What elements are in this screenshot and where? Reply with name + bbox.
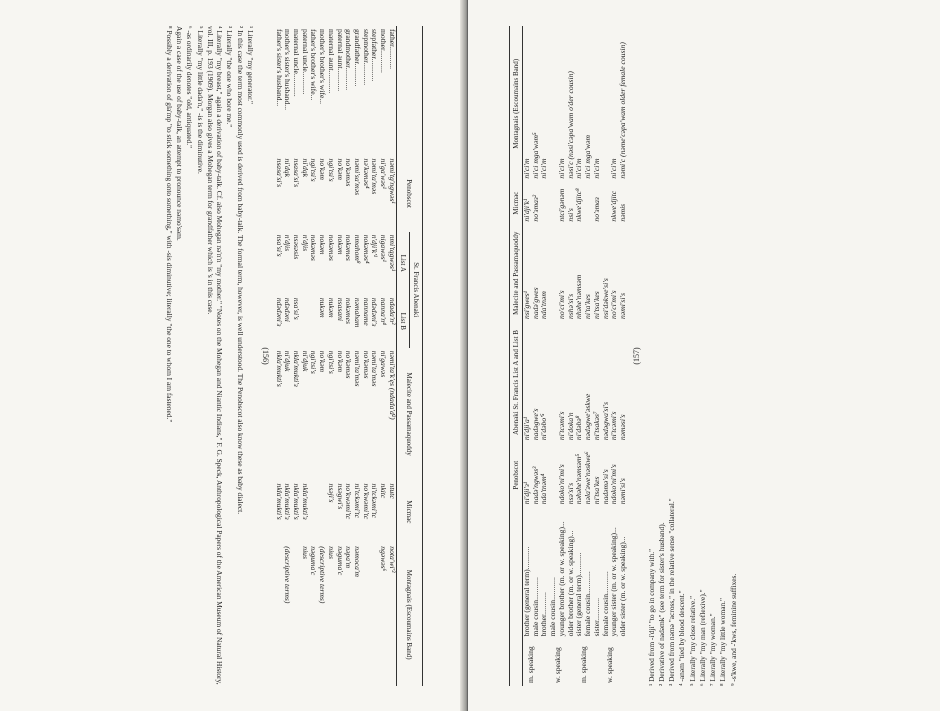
kin-word-cell: ndoko'ni'mi's <box>556 463 566 504</box>
kin-word-cell: ni'ci mga'wəm⁵ <box>530 131 540 179</box>
header-list-b: List B <box>396 294 409 347</box>
kin-word-cell: nanname <box>361 297 371 326</box>
kin-word-cell: nsi'dəkwe'si's <box>600 277 610 319</box>
kin-word-cell: ni'dąk <box>300 158 310 177</box>
kin-word-cell: nukəm <box>326 297 336 318</box>
footnote: ⁵ Literally "my little dada'n," -is is the diminutive. <box>195 25 205 174</box>
kin-word-cell: no'kəməs <box>344 350 354 378</box>
header-group <box>510 639 523 686</box>
footnote: ¹ Derived from -i'dji' "to go in company with." <box>646 548 656 686</box>
page-number-right: (157) <box>631 346 641 365</box>
kin-word-cell: ni'djuk <box>283 350 293 371</box>
speaker-group-label: m. speaking <box>578 645 588 683</box>
kin-word-cell: ni'tsa'kes <box>591 290 601 319</box>
footnote: ⁸ Possibly a derivation of gla'mp "to stick something onto something," with -sis diminutive; literally "the one to whom I am fastened." <box>164 25 174 422</box>
kin-term: maternal uncle............ <box>292 28 301 97</box>
kin-term: maternal aunt............ <box>326 28 336 93</box>
footnote: ⁶ -əs ordinarily denotes "old, antiquated." <box>185 25 195 148</box>
table-row <box>352 26 361 686</box>
kin-word-cell: nəguma'c <box>335 545 345 575</box>
kin-word-cell: no'ɜmaɜ <box>591 196 601 222</box>
kin-word-cell: nsəji's <box>326 483 336 502</box>
table-row <box>344 26 353 686</box>
kin-word-cell: no'kəm <box>318 158 328 180</box>
kin-term: older sister (m. or w. speaking)... <box>617 536 627 636</box>
kin-word-cell: nkla'mukti'ɜ <box>292 350 301 387</box>
header-term <box>396 26 422 156</box>
kin-word-cell: nəmi'tg'ngwəs¹ <box>387 158 397 204</box>
footnote: ⁴ -anəm "tied by blood descent." <box>677 589 687 686</box>
kin-word-cell: nsəsəsis <box>292 234 301 259</box>
kin-word-cell: ni'tcəmi's <box>609 411 619 440</box>
kin-word-cell <box>370 543 379 686</box>
kin-word-cell <box>540 181 549 224</box>
kin-word-cell: no'ɜmaɜ² <box>530 194 540 222</box>
kin-word-cell: ni'ci'm <box>556 157 566 179</box>
kin-term: sister............ <box>591 597 601 636</box>
kin-word-cell: nokəməs <box>309 234 319 261</box>
kin-word-cell: nkla'mukti's <box>292 483 301 520</box>
kin-word-cell: nsi'gwes¹ <box>522 290 532 319</box>
kin-word-cell: nokəməs <box>326 234 336 261</box>
kinship-table-right <box>509 26 628 686</box>
kin-word-cell: nəmi'ta'məs <box>353 350 363 386</box>
kin-word-cell: nukəm <box>318 297 328 318</box>
header-st-francis: St. Francis Abenaki <box>409 231 422 347</box>
left-page <box>0 0 466 711</box>
kin-term: paternal uncle............ <box>300 28 310 95</box>
kin-word-cell: nadəmə'si's <box>600 468 610 504</box>
kin-word-cell: n'djis <box>283 234 293 251</box>
kin-word-cell: ngi'tsi's <box>326 350 336 374</box>
kin-word-cell: nhəhe'nəmsəm <box>574 274 584 319</box>
kin-word-cell: nəməsi's <box>617 413 627 440</box>
kin-word-cell: no'ci'mi's <box>609 289 619 319</box>
kin-word-cell: nsa'si's <box>292 297 301 320</box>
kin-word-cell: nəsi'c (nəsi'cəpa'wam o'der cousin) <box>565 70 575 179</box>
kin-term: male cousin............ <box>548 576 558 636</box>
kin-word-cell: nadəgwe's <box>530 408 540 440</box>
kin-word-cell <box>309 294 318 347</box>
footnotes-left <box>165 26 255 686</box>
speaker-group-label: w. speaking <box>552 646 562 683</box>
kin-word-cell: nokəməs⁴ <box>361 234 371 264</box>
table-row <box>361 26 370 686</box>
kin-word-cell: nsasa'si's <box>292 158 301 187</box>
kin-word-cell: no'kəm <box>318 350 328 372</box>
kin-word-cell: nkwe'djitc <box>609 190 619 222</box>
kin-word-cell: ni'tsa'kes <box>591 475 601 504</box>
kin-term: mother............ <box>379 28 389 73</box>
table-row <box>378 26 387 686</box>
kin-word-cell: ni'ci'm <box>539 157 549 179</box>
kin-term: younger brother (m. or w. speaking)... <box>556 520 566 636</box>
table-row <box>274 26 283 686</box>
speaker-group-label: w. speaking <box>604 646 614 683</box>
footnote: ³ Literally "the one who bore me." <box>225 25 235 127</box>
kin-word-cell <box>317 480 326 543</box>
kin-term: grandmother............ <box>344 28 354 90</box>
kin-word-cell: nədəgwa'si's <box>600 401 610 440</box>
kin-word-cell <box>309 480 318 543</box>
footnote: ⁶ Literally "my man (reflexive)." <box>697 588 707 686</box>
kin-word-cell: ni'ci'm <box>591 157 601 179</box>
kin-term: sister (general term)............ <box>574 551 584 636</box>
kin-word-cell: ni'dji'a¹ <box>522 416 532 440</box>
kin-word-cell <box>274 543 283 686</box>
right-page-content <box>509 26 899 686</box>
kin-word-cell: nsəgwi's <box>335 483 345 509</box>
kin-word-cell: nokəmes <box>344 234 354 261</box>
kinship-table-left <box>274 26 423 686</box>
header-penobscot-r: Penobscot <box>510 443 523 507</box>
kin-word-cell: ndədəni'ɜ <box>274 297 284 326</box>
kin-word-cell: nədəgwe'əskwe <box>583 393 593 440</box>
kin-word-cell: ni'djuk <box>300 350 310 371</box>
table-row <box>291 26 300 686</box>
kin-word-cell: ngəwəs⁶ <box>379 545 389 571</box>
kin-term: older brother (m. or w. speaking)... <box>565 530 575 636</box>
kin-word-cell: no'ci'mi's <box>556 289 566 319</box>
kin-word-cell: nsasani <box>335 297 345 321</box>
kin-word-cell: nius <box>300 545 310 559</box>
kin-word-cell: no'kəm <box>335 158 345 180</box>
header-malecite: Malecite and Passamaquoddy <box>396 347 422 480</box>
kin-word-cell: ni'dji'k¹ <box>522 198 532 222</box>
kin-word-cell: nadə'gwes <box>530 286 540 319</box>
kin-word-cell: nsa'si's <box>274 234 284 257</box>
kin-word-cell: nəguma'c <box>309 545 319 575</box>
kin-word-cell: nəmi'si's <box>617 292 627 319</box>
kin-word-cell: no'kəm <box>335 350 345 372</box>
footnote: ⁸ Literally "my little woman." <box>718 597 728 686</box>
kin-word-cell: nokəmes <box>344 297 354 324</box>
table-row <box>326 26 335 686</box>
kin-word-cell: nanna'n⁴ <box>379 297 389 325</box>
kin-word-cell <box>361 543 370 686</box>
kin-word-cell: nəmis <box>617 203 627 222</box>
kin-word-cell: nəmi'ta'məs <box>370 350 380 386</box>
kin-word-cell: ni'ta'kes <box>583 293 593 319</box>
page-number-left: (156) <box>260 346 270 365</box>
kin-word-cell: nəmaham <box>353 297 363 327</box>
kin-word-cell: nshə'si's <box>565 293 575 319</box>
kin-word-cell: nəmi'ta'k'ęs (ndada'd²) <box>387 350 397 420</box>
kin-term: younger sister (m. or w. speaking)... <box>609 526 619 636</box>
kin-word-cell: ni'ci'm <box>574 157 584 179</box>
right-page <box>468 0 940 711</box>
kin-word-cell <box>291 543 300 686</box>
kin-word-cell: ni'dəbə⁸ <box>574 415 584 440</box>
kin-word-cell: ni'tckəmi'tc <box>353 483 363 518</box>
kin-word-cell: ni'doka'n <box>565 411 575 440</box>
header-abenaki-r: Abenaki St. Francis List A and List B <box>510 321 523 442</box>
table-row <box>309 26 318 686</box>
kin-word-cell: nəpa'm <box>344 545 354 568</box>
kin-term: brother (general term)............ <box>522 546 532 636</box>
kin-term: stepmother............ <box>361 28 371 85</box>
footnote: Again a case of the use of baby-talk, an attempt to pronounce nəmo'səm. <box>175 25 185 241</box>
header-montagnais: Montagnais (Escoumains Band) <box>396 543 422 686</box>
kin-word-cell: ni'ci'm <box>522 157 532 179</box>
kin-word-cell: nkitc <box>379 483 389 498</box>
kin-word-cell: ntutc <box>387 483 397 499</box>
kin-word-cell: ngi'tsi's <box>309 158 319 182</box>
kin-word-cell: ni'ga'wəs¹ <box>379 158 389 189</box>
kin-term: female cousin............ <box>583 570 593 636</box>
kin-word-cell: ni'dəbo'⁵ <box>539 413 549 440</box>
kin-word-cell: nkwe'djitc⁸ <box>574 187 584 222</box>
kin-word-cell: nkla'mukti'ɜ <box>283 483 293 520</box>
footnote: ⁴ Literally "my breast," again a derivation of baby-talk. Cf. also Mohegan nə'n'n "my mother." "Notes on the Mohegan and Niantic Indians," F. G. Speck, Anthropological Papers of the American Museum of Natural History, vol. III, p. 193 (1909). Morgan also gives a Mohegan term for grandfather which is 's in this case. <box>205 25 225 685</box>
right-table-body <box>523 26 628 686</box>
kin-term: father's sister's husband... <box>274 28 284 106</box>
kin-word-cell: no'kwəmi'tc <box>361 483 371 519</box>
footnote: ³ Derived from nəmə "across," in the relative sense "collateral." <box>667 497 677 686</box>
left-table-body <box>274 26 397 686</box>
left-page-content <box>43 26 423 686</box>
footnotes-right <box>647 26 738 686</box>
table-row <box>370 26 379 686</box>
kin-word-cell: ngi'tsi's <box>326 158 336 182</box>
kin-word-cell: nokəm <box>335 234 345 255</box>
kin-word-cell: ndada'n² <box>387 297 397 325</box>
kin-word-cell: ngi'tsi's <box>309 350 319 374</box>
header-micmac: Micmac <box>396 480 422 543</box>
header-micmac-r: Micmac <box>510 181 523 224</box>
kin-word-cell: nə'kəməs⁴ <box>361 158 371 188</box>
kin-word-cell: nəmi'ta'məs <box>370 158 380 194</box>
kin-word-cell: ni'dąk <box>283 158 293 177</box>
kin-word-cell: nkla'mukti's <box>274 483 284 520</box>
kin-word-cell: nigawəs¹ <box>379 234 389 262</box>
footnote: ² In this case the term most commonly used is derived from baby-talk. The formal term, however, is well understood. The Penobscot also know these as baby dialect. <box>235 25 245 514</box>
kin-word-cell: n'djis <box>300 234 310 251</box>
kin-word-cell: nadə'ngwəs³ <box>530 466 540 504</box>
header-penobscot: Penobscot <box>396 155 422 231</box>
kin-word-cell: nəla'əwe'nəskwe⁶ <box>583 451 593 504</box>
table-row <box>619 26 628 686</box>
header-malecite-r: Malecite and Passamaquoddy <box>510 224 523 321</box>
kin-word-cell: nokəm <box>318 234 328 255</box>
kin-word-cell: no'kwəmi'tc <box>344 483 354 519</box>
kin-term: female cousin............ <box>600 570 610 636</box>
kin-word-cell: ni'ci'm <box>609 157 619 179</box>
table-row <box>335 26 344 686</box>
table-row <box>532 26 541 686</box>
footnote: ⁹ -s'kwe, and -'kws, feminine suffixes. <box>728 573 738 686</box>
kin-word-cell: nota'wi'² <box>387 545 397 572</box>
kin-word-cell: ndoko'ni'mi's <box>609 463 619 504</box>
table-row <box>300 26 309 686</box>
kin-word-cell: (descriptive terms) <box>283 545 293 603</box>
speaker-group-label: m. speaking <box>526 645 536 683</box>
kin-word-cell: ni'gawəs <box>379 350 389 377</box>
kin-term: mother's brother's wife... <box>318 28 328 104</box>
kin-term: father............ <box>387 28 397 69</box>
kin-word-cell: nəmoca'm <box>353 545 363 577</box>
kin-word-cell: nmi'tągwəs¹ <box>387 234 397 271</box>
kin-word-cell: nəmi'sa'məs <box>353 158 363 195</box>
kin-word-cell: nəmi'c (nəme'cəpa'wam older female cousin) <box>617 41 627 179</box>
kin-word-cell: nəmi'si's <box>617 477 627 504</box>
kin-term: brother............ <box>539 591 549 636</box>
kin-word-cell: ndədəni <box>283 297 293 322</box>
kin-term: male cousin............ <box>530 576 540 636</box>
kin-word-cell: no'kəməs <box>344 158 354 186</box>
kin-word-cell: nkla'mukti's <box>274 350 284 387</box>
footnote: ² Derivative of nadəmk" (see term for sister's husband). <box>656 521 666 686</box>
kin-word-cell: ntci'gənəm <box>556 188 566 222</box>
footnote: ⁵ Literally "my close relative." <box>687 595 697 686</box>
kin-word-cell: ni'ci mga'wəm <box>583 134 593 179</box>
header-montagnais-r: Montagnais (Escoumains Band) <box>510 26 523 182</box>
kin-term: stepfather............ <box>370 28 380 81</box>
header-list-a: List A <box>396 231 409 294</box>
kin-word-cell: nsi's <box>565 207 575 222</box>
kin-term: mother's sister's husband... <box>283 28 293 110</box>
kin-word-cell: nsasa'si's <box>274 158 284 187</box>
kin-term: grandfather............ <box>353 28 363 86</box>
kin-word-cell: nda'tnəm <box>539 290 549 319</box>
kin-word-cell: ni'tsakəs⁷ <box>591 410 601 440</box>
kin-word-cell: ni'tcəmi's <box>556 411 566 440</box>
kin-word-cell: (descriptive terms) <box>318 545 328 603</box>
header-term-r <box>510 507 523 639</box>
kin-word-cell: nsə'si's <box>565 482 575 504</box>
kin-word-cell: nəhəhe'nəmsəm⁵ <box>574 453 584 504</box>
kin-word-cell: nmahom⁸ <box>353 234 363 264</box>
kin-term: paternal aunt............ <box>335 28 345 91</box>
kin-word-cell: ni'dji'ɜ¹ <box>522 481 532 504</box>
kin-word-cell: nius <box>326 545 336 559</box>
table-row <box>584 26 593 686</box>
table-row <box>283 26 292 686</box>
kin-term: father's brother's wife... <box>309 28 319 100</box>
kin-word-cell <box>300 294 309 347</box>
kin-word-cell: nda'tnəm⁴ <box>539 473 549 504</box>
kin-word-cell: n'dji'k'¹ <box>370 234 380 257</box>
kin-word-cell: no'kəməs <box>361 350 371 378</box>
table-row <box>317 26 326 686</box>
footnote: ⁷ Literally "my woman." <box>708 612 718 686</box>
kin-word-cell: ndədəni'ɜ <box>370 297 380 326</box>
kin-word-cell: nkla'mukti'ɜ <box>300 483 310 520</box>
kin-word-cell: ni'tckəmi'tc <box>370 483 380 518</box>
footnote: ¹ Literally "my generator." <box>245 25 255 104</box>
table-row <box>387 26 396 686</box>
